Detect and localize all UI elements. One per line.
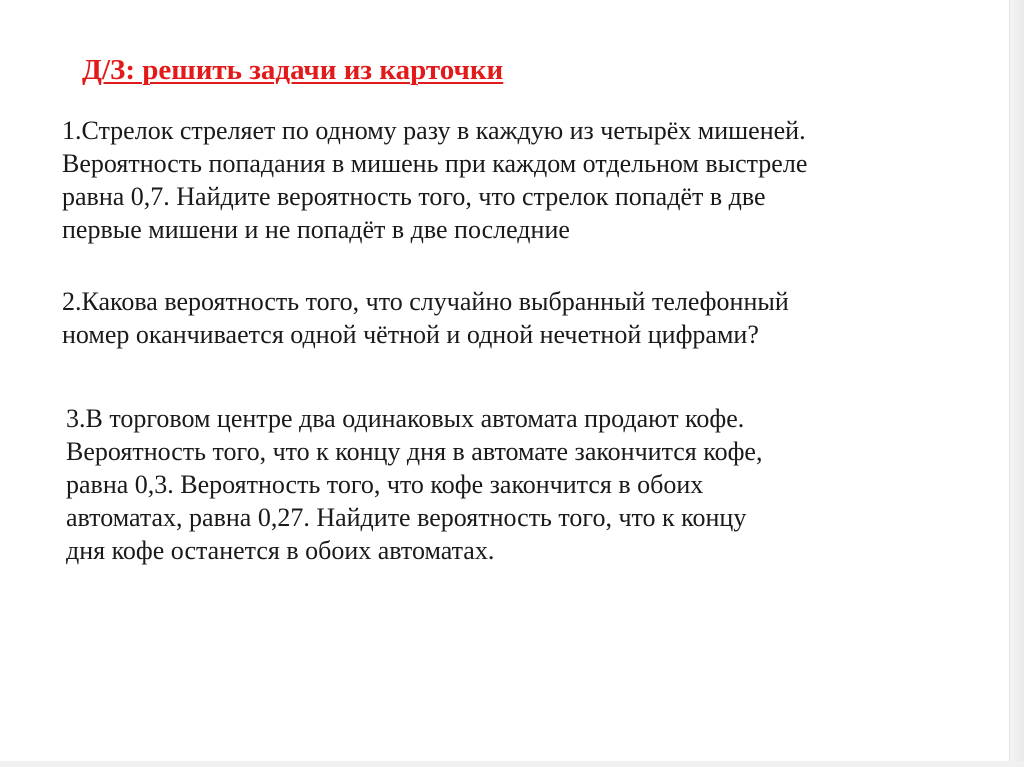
task-1-line-2: Вероятность попадания в мишень при каждом отдельном выстреле bbox=[62, 149, 808, 178]
task-2-line-2: номер оканчивается одной чётной и одной нечетной цифрами? bbox=[62, 320, 759, 349]
task-3-line-1: 3.В торговом центре два одинаковых автомата продают кофе. bbox=[66, 404, 745, 433]
task-1-line-1: 1.Стрелок стреляет по одному разу в каждую из четырёх мишеней. bbox=[62, 116, 806, 145]
task-2-line-1: 2.Какова вероятность того, что случайно выбранный телефонный bbox=[62, 287, 789, 316]
slide-right-edge bbox=[1009, 0, 1024, 767]
task-3 bbox=[66, 402, 762, 567]
slide-title: Д/З: решить задачи из карточки bbox=[82, 54, 504, 86]
task-3-line-3: равна 0,3. Вероятность того, что кофе закончится в обоих bbox=[66, 470, 704, 499]
task-1-line-4: первые мишени и не попадёт в две последние bbox=[62, 215, 570, 244]
task-3-line-2: Вероятность того, что к концу дня в автомате закончится кофе, bbox=[66, 437, 763, 466]
task-1-line-3: равна 0,7. Найдите вероятность того, что стрелок попадёт в две bbox=[62, 182, 766, 211]
slide-bottom-edge bbox=[0, 761, 1024, 767]
task-3-line-5: дня кофе останется в обоих автоматах. bbox=[66, 536, 495, 565]
task-1 bbox=[62, 114, 807, 246]
task-2 bbox=[62, 285, 789, 351]
task-3-line-4: автоматах, равна 0,27. Найдите вероятность того, что к концу bbox=[66, 503, 747, 532]
